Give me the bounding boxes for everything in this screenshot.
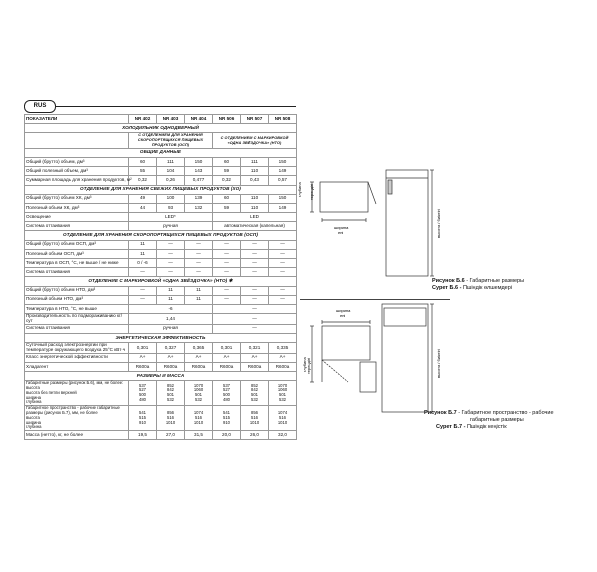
value-cell: R600a [157,362,185,371]
figure-7-caption-kz [436,424,507,431]
value-cell: 104 [157,167,185,176]
value-cell: A+ [269,353,297,362]
value-cell: R600a [269,362,297,371]
value-cell: 139 [185,194,213,203]
row-label: Общий (брутто) объем ХК, дм³ [25,194,129,203]
value-cell: — [269,259,297,268]
value-cell: — [213,286,241,295]
depth-label: глубина [302,357,307,372]
value-cell: 44 [129,203,157,212]
value-cell: 19,5 [129,431,157,440]
section-row [25,277,297,286]
row-label: Температура в ОСП, °С, не выше / не ниже [25,259,129,268]
table-row [25,213,297,222]
value-cell: 49 [129,194,157,203]
table-row [25,406,297,431]
value-cell: 150 [269,194,297,203]
value-cell: — [185,268,213,277]
value-cell: 150 [269,157,297,166]
figure-dimensions [297,168,470,288]
value-cell: 537 527 500 480 [129,381,157,406]
value-cell: 0,477 [185,176,213,185]
value-cell: — [213,324,297,333]
value-cell: 1070 1060 501 532 [269,381,297,406]
value-cell: автоматическая (капельная) [213,222,297,231]
height-label: высота / биіктігі [436,209,441,238]
table-row [25,381,297,406]
header-cell: NR 404 [185,115,213,124]
table-row [25,314,297,325]
value-cell: R600a [129,362,157,371]
value-cell: 150 [185,157,213,166]
table-row [25,194,297,203]
value-cell: — [241,268,269,277]
row-label: Полезный объем ХК, дм³ [25,203,129,212]
subsection-right: С ОТДЕЛЕНИЕМ С МАРКИРОВКОЙ «ОДНА ЗВЁЗДОЧКА» (НТО) [213,133,297,148]
row-label: Габаритное пространство - рабочие габаритные размеры (рисунок Б.7), мм, не более высота ширина глубина [25,406,129,431]
value-cell: — [213,304,297,313]
section-heading: ЭНЕРГЕТИЧЕСКАЯ ЭФФЕКТИВНОСТЬ [25,333,297,342]
row-label: Производительность по подмораживанию кг/сут [25,314,129,325]
value-cell: 0,327 [157,343,185,354]
value-cell: 541 515 910 [129,406,157,431]
value-cell: 110 [241,194,269,203]
value-cell: 0,26 [157,176,185,185]
value-cell: — [185,249,213,258]
table-row [25,268,297,277]
value-cell: 0,32 [213,176,241,185]
depth-label: глубина [297,182,302,197]
figure-6-caption [432,278,524,285]
value-cell: A+ [213,353,241,362]
table-row [25,167,297,176]
depth-label-kz: тереңдігі [306,357,311,374]
value-cell: — [129,295,157,304]
value-cell: — [269,268,297,277]
section-heading: ОТДЕЛЕНИЕ ДЛЯ ХРАНЕНИЯ СКОРОПОРТЯЩИХСЯ ПИЩЕВЫХ ПРОДУКТОВ (ОСП) [25,231,297,240]
section-row [25,124,297,133]
value-cell: 59 [213,203,241,212]
language-tab: RUS [24,100,56,113]
value-cell: 11 [129,249,157,258]
value-cell: 32,0 [269,431,297,440]
row-label: Температура в НТО, °С, не выше [25,304,129,313]
subsection-row [25,133,297,148]
value-cell: — [269,286,297,295]
caption-text: - Габаритное пространство - рабочие [456,410,554,416]
table-row [25,259,297,268]
row-label: Суточный расход электроэнергии при температуре окружающего воздуха 25°С кВт·ч [25,343,129,354]
value-cell: 20,0 [213,431,241,440]
value-cell: 27,0 [157,431,185,440]
section-heading: РАЗМЕРЫ И МАССА [25,372,297,381]
section-row [25,231,297,240]
value-cell: 55 [129,167,157,176]
row-label: Общий (брутто) объем ОСП, дм³ [25,240,129,249]
figure-workspace [300,302,470,422]
value-cell: 537 527 500 480 [213,381,241,406]
table-header-row [25,115,297,124]
width-label-kz: ені [338,230,344,235]
value-cell: 1,44 [129,314,213,325]
value-cell: 852 842 501 532 [241,381,269,406]
value-cell: — [269,249,297,258]
value-cell: 110 [241,167,269,176]
value-cell: 0,321 [241,343,269,354]
section-heading: ОТДЕЛЕНИЕ ДЛЯ ХРАНЕНИЯ СВЕЖИХ ПИЩЕВЫХ ПРОДУКТОВ (ХО) [25,185,297,194]
value-cell: 0,301 [213,343,241,354]
value-cell: 541 515 910 [213,406,241,431]
value-cell: — [157,259,185,268]
caption-text-kz: Пшіндік өлшемдері [461,285,513,291]
value-cell: A+ [185,353,213,362]
value-cell: — [129,286,157,295]
table-row [25,222,297,231]
value-cell: — [241,240,269,249]
value-cell: R600a [241,362,269,371]
value-cell: ручная [129,222,213,231]
value-cell: 0,365 [185,343,213,354]
value-cell: 93 [157,203,185,212]
caption-text: - Габаритные размеры [464,278,525,284]
row-label: Общий (брутто) объем, дм³ [25,157,129,166]
table-row [25,203,297,212]
value-cell: 132 [185,203,213,212]
value-cell: 11 [129,240,157,249]
value-cell: 11 [157,295,185,304]
table-row [25,286,297,295]
value-cell: 11 [185,295,213,304]
spec-table-body [25,124,297,440]
section-row [25,185,297,194]
subsection-left: С ОТДЕЛЕНИЕМ ДЛЯ ХРАНЕНИЯ СКОРОПОРТЯЩИХСЯ ПИЩЕВЫХ ПРОДУКТОВ (ОСП) [129,133,213,148]
row-label: Полезный объем ОСП, дм³ [25,249,129,258]
caption-number: Рисунок Б.7 [424,410,457,416]
row-label: Система оттаивания [25,324,129,333]
section-heading: ОТДЕЛЕНИЕ С МАРКИРОВКОЙ «ОДНА ЗВЁЗДОЧКА» (НТО) ✱ [25,277,297,286]
caption-text-kz: Пшіндік кеңістік [465,424,507,430]
table-row [25,295,297,304]
value-cell: 0,32 [129,176,157,185]
value-cell: 856 516 1010 [241,406,269,431]
row-label: Система оттаивания [25,222,129,231]
row-label: Суммарная площадь для хранения продуктов, м² [25,176,129,185]
value-cell: 111 [241,157,269,166]
value-cell: — [157,249,185,258]
value-cell: 1070 1060 501 532 [185,381,213,406]
row-label: Полезный объем НТО, дм³ [25,295,129,304]
door-swing-line [368,182,376,204]
section-row [25,148,297,157]
value-cell: — [185,259,213,268]
table-row [25,353,297,362]
value-cell: 149 [269,167,297,176]
value-cell: 1074 516 1010 [269,406,297,431]
value-cell: — [241,286,269,295]
value-cell: 852 842 501 532 [157,381,185,406]
row-label: Габаритные размеры (рисунок Б.6), мм, не более: высота высота без петли верхней ширина глубина [25,381,129,406]
value-cell: 0,301 [129,343,157,354]
value-cell: 1074 516 1010 [185,406,213,431]
fridge-front-view-open [382,304,428,412]
figure-7-caption [424,410,554,417]
row-label: Система оттаивания [25,268,129,277]
spec-table [24,114,297,440]
value-cell: 31,5 [185,431,213,440]
value-cell: — [213,259,241,268]
value-cell: — [241,295,269,304]
figure-separator [300,299,450,300]
value-cell: — [241,249,269,258]
row-label: Освещение [25,213,129,222]
value-cell: R600a [213,362,241,371]
table-row [25,176,297,185]
fridge-top-view-open [322,326,370,360]
header-cell: NR 507 [241,115,269,124]
row-label: Масса (нетто), кг, не более [25,431,129,440]
value-cell: 0,43 [241,176,269,185]
value-cell: -6 [129,304,213,313]
value-cell: R600a [185,362,213,371]
table-row [25,343,297,354]
value-cell: — [213,295,241,304]
width-label-kz: ені [340,313,346,318]
value-cell: A+ [241,353,269,362]
table-row [25,157,297,166]
value-cell: 111 [157,157,185,166]
width-label: ширина [334,225,349,230]
figure-6-caption-kz [432,285,512,292]
value-cell: — [269,240,297,249]
header-cell: NR 403 [157,115,185,124]
value-cell: A+ [157,353,185,362]
value-cell: LED* [129,213,213,222]
value-cell: — [213,314,297,325]
value-cell: 60 [129,157,157,166]
row-label: Хладагент [25,362,129,371]
value-cell: — [213,249,241,258]
caption-number: Рисунок Б.6 [432,278,465,284]
caption-number-kz: Сурет Б.7 - [436,424,466,430]
depth-label-kz: тереңдігі [309,183,314,200]
height-label: высота / биіктігі [436,349,441,378]
header-cell: NR 402 [129,115,157,124]
value-cell: — [129,268,157,277]
value-cell: — [157,240,185,249]
value-cell: 0,335 [269,343,297,354]
value-cell: — [157,268,185,277]
value-cell: — [185,240,213,249]
value-cell: LED [213,213,297,222]
fridge-top-view [320,182,368,212]
value-cell: 110 [241,203,269,212]
width-label: ширина [336,308,351,313]
row-label: Общий полезный объем, дм³ [25,167,129,176]
figure-7-caption-line2: габаритные размеры [470,417,524,423]
value-cell: — [213,268,241,277]
value-cell: — [213,240,241,249]
value-cell: 856 516 1010 [157,406,185,431]
table-row [25,362,297,371]
table-row [25,249,297,258]
value-cell: 149 [269,203,297,212]
section-heading: ОБЩИЕ ДАННЫЕ [25,148,297,157]
value-cell: 60 [213,157,241,166]
value-cell: 0,57 [269,176,297,185]
row-label: Общий (брутто) объем НТО, дм³ [25,286,129,295]
value-cell: 11 [157,286,185,295]
value-cell: ручная [129,324,213,333]
value-cell: 60 [213,194,241,203]
header-rule [24,106,296,107]
header-cell: NR 508 [269,115,297,124]
value-cell: 100 [157,194,185,203]
value-cell: 59 [213,167,241,176]
value-cell: — [241,259,269,268]
header-cell: NR 506 [213,115,241,124]
table-cell [25,133,129,148]
value-cell: A+ [129,353,157,362]
header-cell: ПОКАЗАТЕЛИ [25,115,129,124]
caption-number-kz: Сурет Б.6 - [432,285,462,291]
row-label: Класс энергетической эффективности [25,353,129,362]
table-row [25,240,297,249]
value-cell: 26,0 [241,431,269,440]
value-cell: 11 [185,286,213,295]
table-row [25,324,297,333]
value-cell: — [269,295,297,304]
section-heading: ХОЛОДИЛЬНИК ОДНОДВЕРНЫЙ [25,124,297,133]
value-cell: 143 [185,167,213,176]
table-row [25,431,297,440]
value-cell: 0 / -6 [129,259,157,268]
